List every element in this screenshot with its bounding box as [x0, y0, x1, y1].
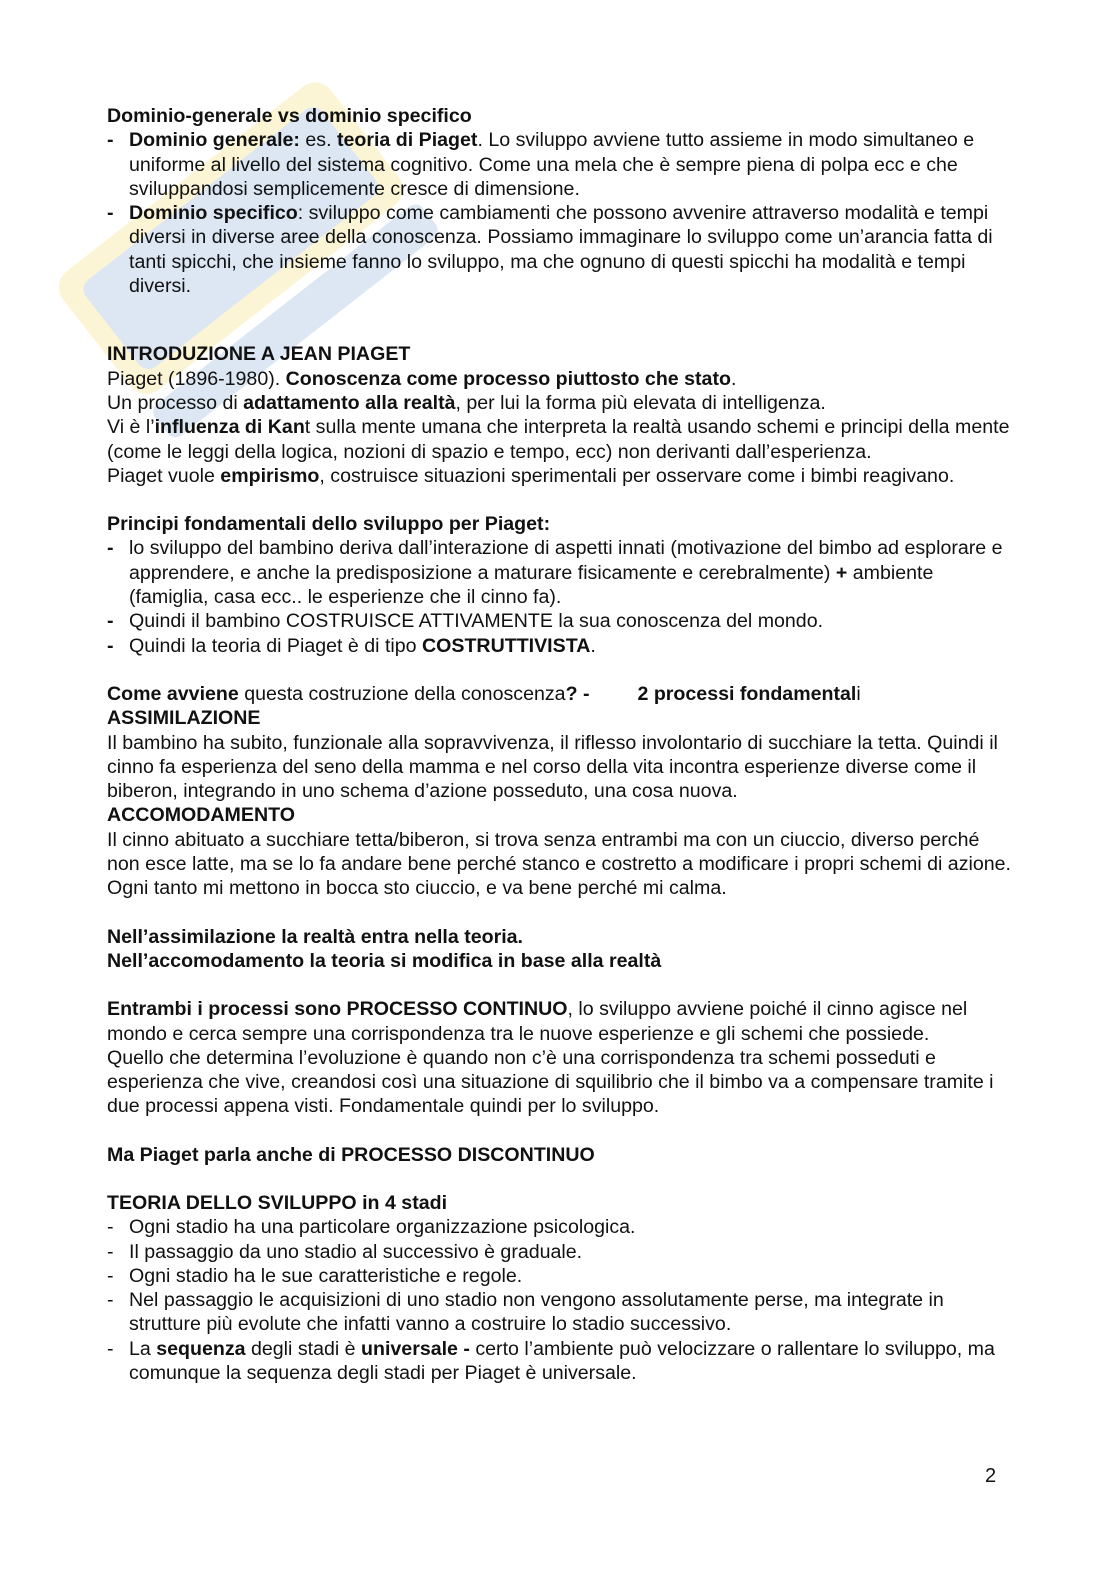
- principles-list: [107, 536, 1017, 657]
- list-item: - Dominio generale: es. teoria di Piaget. Lo sviluppo avviene tutto assieme in modo simultaneo e uniforme al livello del sistema cognitivo. Come una mela che è sempre piena di polpa ecc e che sviluppandosi semplicemente cresce di dimensione.: [107, 128, 1017, 201]
- section-title: Principi fondamentali dello sviluppo per Piaget:: [107, 513, 551, 536]
- paragraph: Un processo di adattamento alla realtà, per lui la forma più elevata di intelligenza.: [107, 391, 826, 414]
- section-title: Dominio-generale vs dominio specifico: [107, 105, 472, 127]
- list-item: - Ogni stadio ha le sue caratteristiche e regole.: [107, 1264, 1017, 1288]
- list-item: - La sequenza degli stadi è universale - certo l’ambiente può velocizzare o rallentare lo sviluppo, ma comunque la sequenza degli stadi per Piaget è universale.: [107, 1337, 1017, 1386]
- paragraph: Entrambi i processi sono PROCESSO CONTINUO, lo sviluppo avviene poiché il cinno agisce nel mondo e cerca sempre una corrispondenza tra le nuove esperienze e gli schemi che possiede.: [107, 998, 968, 1045]
- paragraph: Quello che determina l’evoluzione è quando non c’è una corrispondenza tra schemi posseduti e esperienza che vive, creandosi così una situazione di squilibrio che il bimbo va a compensare tramite i due processi appena visti. Fondamentale quindi per lo sviluppo.: [107, 1046, 994, 1118]
- list-item: - Ogni stadio ha una particolare organizzazione psicologica.: [107, 1215, 1017, 1239]
- stages-list: [107, 1215, 1017, 1385]
- subheading-assimilazione: ASSIMILAZIONE: [107, 707, 261, 730]
- summary-line: Nell’assimilazione la realtà entra nella teoria.: [107, 925, 524, 948]
- list-item: - lo sviluppo del bambino deriva dall’interazione di aspetti innati (motivazione del bimbo ad esplorare e apprendere, e anche la predisposizione a maturare fisicamente e cerebralmente) + ambiente (famiglia, casa ecc.. le esperienze che il cinno fa).: [107, 536, 1017, 609]
- subheading-accomodamento: ACCOMODAMENTO: [107, 804, 295, 827]
- list-item: - Dominio specifico: sviluppo come cambiamenti che possono avvenire attraverso modalità e tempi diversi in diverse aree della conoscenza. Possiamo immaginare lo sviluppo come un’arancia fatta di tanti spicchi, che insieme fanno lo sviluppo, ma che ognuno di questi spicchi ha modalità e tempi diversi.: [107, 201, 1017, 298]
- document-body: [107, 104, 1017, 1385]
- paragraph: Il cinno abituato a succhiare tetta/biberon, si trova senza entrambi ma con un ciuccio, diverso perché non esce latte, ma se lo fa andare bene perché stanco e costretto a modificare i propri schemi di azione. Ogni tanto mi mettono in bocca sto ciuccio, e va bene perché mi calma.: [107, 828, 1011, 900]
- paragraph: Piaget (1896-1980). Conoscenza come processo piuttosto che stato.: [107, 367, 737, 390]
- paragraph: Vi è l’influenza di Kant sulla mente umana che interpreta la realtà usando schemi e principi della mente (come le leggi della logica, nozioni di spazio e tempo, ecc) non derivanti dall’esperienza.: [107, 416, 1010, 463]
- paragraph: Piaget vuole empirismo, costruisce situazioni sperimentali per osservare come i bimbi reagivano.: [107, 464, 955, 487]
- section-title: INTRODUZIONE A JEAN PIAGET: [107, 343, 411, 366]
- list-item: - Nel passaggio le acquisizioni di uno stadio non vengono assolutamente perse, ma integrate in strutture più evolute che infatti vanno a costruire lo stadio successivo.: [107, 1288, 1017, 1337]
- page-number: 2: [985, 1465, 997, 1487]
- domain-list: [107, 128, 1017, 298]
- summary-line: Nell’accomodamento la teoria si modifica in base alla realtà: [107, 949, 662, 972]
- list-item: - Quindi la teoria di Piaget è di tipo COSTRUTTIVISTA.: [107, 634, 1017, 658]
- section-title: TEORIA DELLO SVILUPPO in 4 stadi: [107, 1191, 448, 1214]
- list-item: - Il passaggio da uno stadio al successivo è graduale.: [107, 1240, 1017, 1264]
- list-item: - Quindi il bambino COSTRUISCE ATTIVAMENTE la sua conoscenza del mondo.: [107, 609, 1017, 633]
- section-title: Ma Piaget parla anche di PROCESSO DISCONTINUO: [107, 1143, 595, 1166]
- question-line: Come avviene questa costruzione della conoscenza? - 2 processi fondamentali: [107, 682, 861, 705]
- paragraph: Il bambino ha subito, funzionale alla sopravvivenza, il riflesso involontario di succhiare la tetta. Quindi il cinno fa esperienza del seno della mamma e nel corso della vita incontra esperienze diverse come il biberon, integrando in uno schema d’azione posseduto, una cosa nuova.: [107, 731, 998, 803]
